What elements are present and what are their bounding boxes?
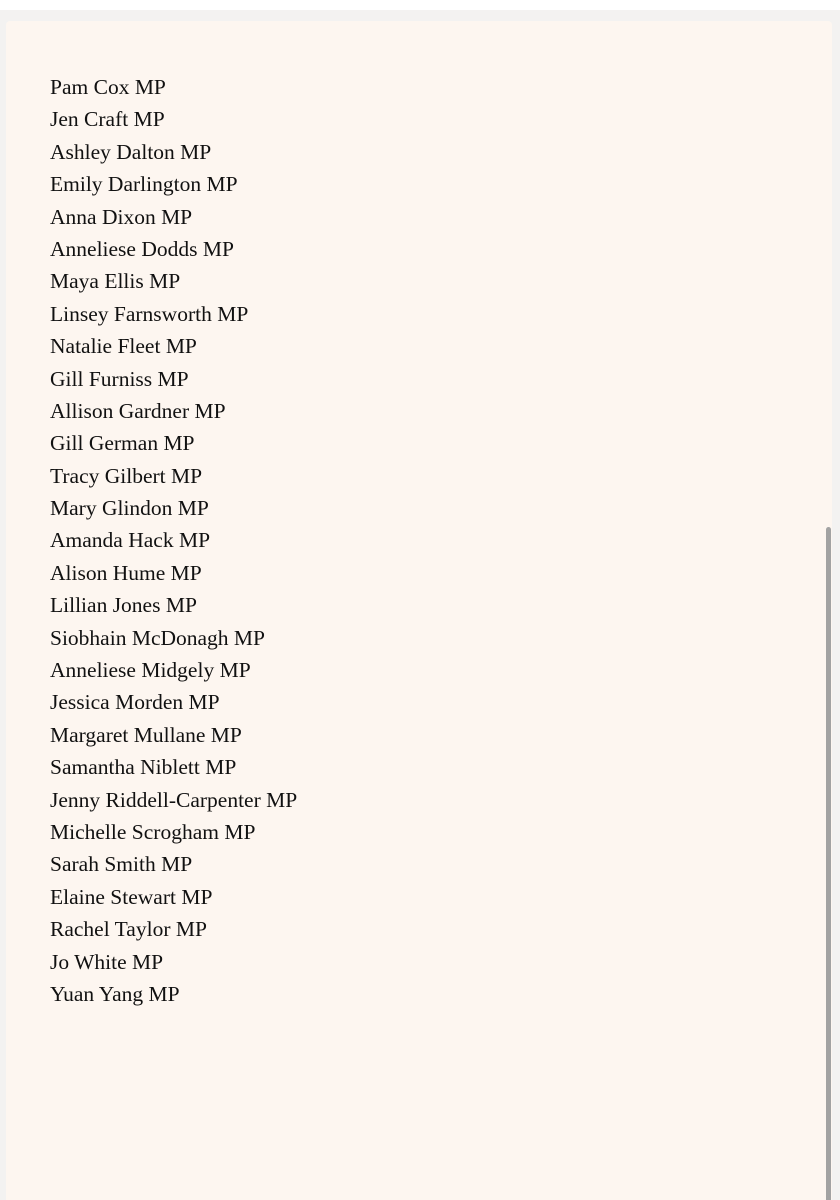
list-item: Sarah Smith MP [50,852,193,877]
list-item: Linsey Farnsworth MP [50,301,249,326]
list-item: Samantha Niblett MP [50,755,237,780]
top-strip [0,0,840,10]
list-item: Margaret Mullane MP [50,722,242,747]
list-item: Emily Darlington MP [50,172,238,197]
document-page [6,21,832,1200]
list-item: Gill German MP [50,431,195,456]
list-item: Anneliese Dodds MP [50,236,234,261]
list-item: Yuan Yang MP [50,981,180,1006]
list-item: Mary Glindon MP [50,496,209,521]
list-item: Natalie Fleet MP [50,334,197,359]
mp-name-list [50,71,297,1010]
list-item: Jo White MP [50,949,164,974]
list-item: Allison Gardner MP [50,398,226,423]
list-item: Anna Dixon MP [50,204,193,229]
list-item: Elaine Stewart MP [50,884,213,909]
list-item: Alison Hume MP [50,560,202,585]
list-item: Michelle Scrogham MP [50,819,256,844]
list-item: Anneliese Midgely MP [50,658,251,683]
list-item: Lillian Jones MP [50,593,197,618]
list-item: Maya Ellis MP [50,269,181,294]
list-item: Pam Cox MP [50,75,166,99]
list-item: Siobhain McDonagh MP [50,625,265,650]
list-item: Amanda Hack MP [50,528,211,553]
list-item: Jenny Riddell-Carpenter MP [50,787,298,812]
list-item: Jen Craft MP [50,107,165,132]
vertical-scrollbar-thumb[interactable] [826,527,831,1200]
list-item: Tracy Gilbert MP [50,463,203,488]
list-item: Gill Furniss MP [50,366,189,391]
list-item: Rachel Taylor MP [50,917,207,942]
list-item: Jessica Morden MP [50,690,220,715]
list-item: Ashley Dalton MP [50,139,212,164]
